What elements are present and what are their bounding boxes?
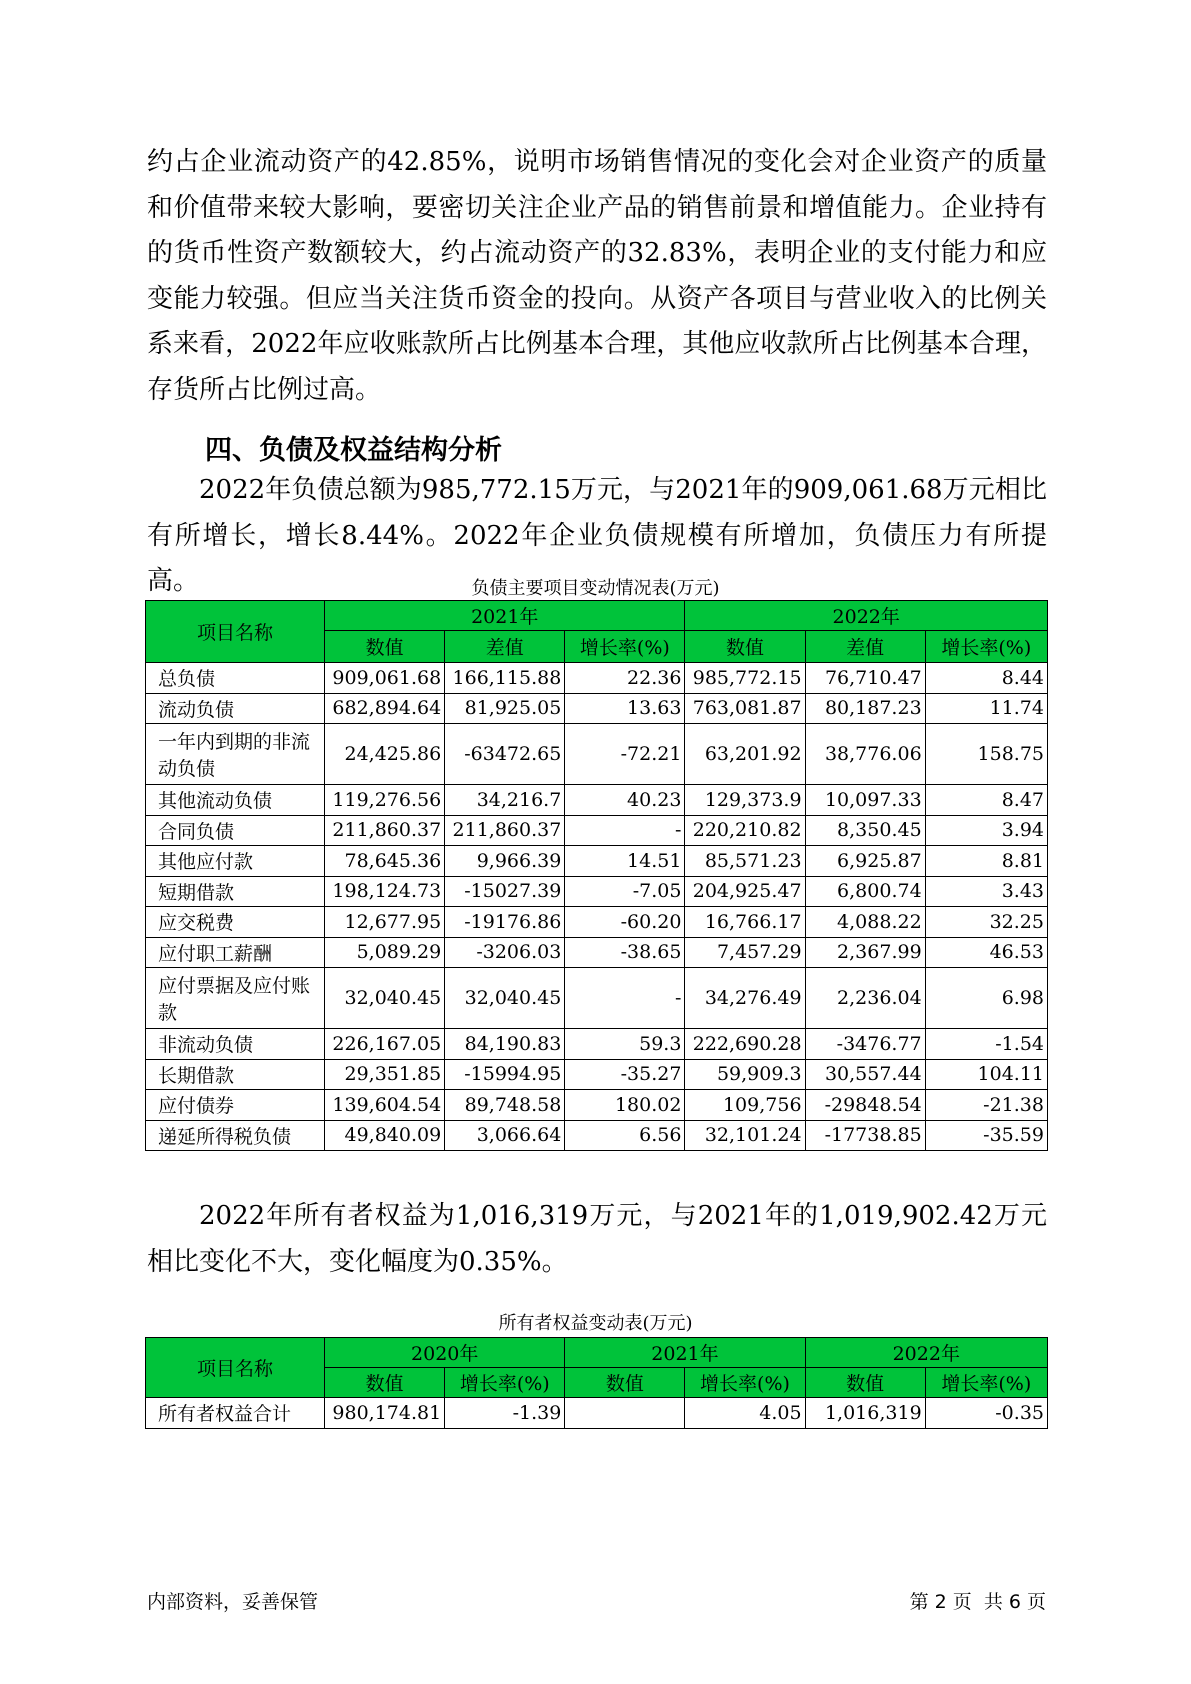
- row-label: 长期借款: [146, 1059, 325, 1090]
- debt-sub-header: 增长率(%): [925, 631, 1047, 663]
- table-cell: 14.51: [565, 846, 685, 877]
- table-cell: 4.05: [685, 1398, 805, 1429]
- table-cell: 220,210.82: [685, 815, 805, 846]
- table-cell: -3206.03: [445, 937, 565, 968]
- table-row: [146, 876, 1048, 907]
- equity-sub-header: 数值: [805, 1368, 925, 1398]
- debt-sub-header: 差值: [805, 631, 925, 663]
- table-cell: -35.27: [565, 1059, 685, 1090]
- table-cell: 8,350.45: [805, 815, 925, 846]
- table-row: [146, 815, 1048, 846]
- table-cell: 85,571.23: [685, 846, 805, 877]
- table-cell: -38.65: [565, 937, 685, 968]
- table-cell: 32,101.24: [685, 1120, 805, 1151]
- body-paragraph-3: 2022年所有者权益为1,016,319万元，与2021年的1,019,902.42万元相比变化不大，变化幅度为0.35%。: [147, 1201, 1047, 1277]
- table-cell: 985,772.15: [685, 663, 805, 694]
- equity-sub-header: 数值: [325, 1368, 445, 1398]
- table-row: [146, 968, 1048, 1029]
- equity-table: [145, 1337, 1048, 1429]
- table-cell: -7.05: [565, 876, 685, 907]
- table-cell: 32.25: [925, 907, 1047, 938]
- table-cell: -15027.39: [445, 876, 565, 907]
- table-row: [146, 1029, 1048, 1060]
- table-cell: -15994.95: [445, 1059, 565, 1090]
- table-cell: 40.23: [565, 785, 685, 816]
- section-heading: 四、负债及权益结构分析: [205, 435, 502, 466]
- table-cell: [565, 1398, 685, 1429]
- body-paragraph-1: 约占企业流动资产的42.85%，说明市场销售情况的变化会对企业资产的质量和价值带来较大影响，要密切关注企业产品的销售前景和增值能力。企业持有的货币性资产数额较大，约占流动资产的32.83%，表明企业的支付能力和应变能力较强。但应当关注货币资金的投向。从资产各项目与营业收入的比例关系来看，2022年应收账款所占比例基本合理，其他应收款所占比例基本合理，存货所占比例过高。: [147, 147, 1047, 405]
- table-cell: 158.75: [925, 724, 1047, 785]
- footer-confidential-note: 内部资料，妥善保管: [147, 1591, 319, 1613]
- debt-year-header-2021: 2021年: [325, 601, 685, 631]
- equity-year-header-2022: 2022年: [805, 1338, 1047, 1368]
- table-cell: 8.47: [925, 785, 1047, 816]
- table-cell: 6.56: [565, 1120, 685, 1151]
- debt-sub-header: 增长率(%): [565, 631, 685, 663]
- table-cell: 59.3: [565, 1029, 685, 1060]
- table-cell: 12,677.95: [325, 907, 445, 938]
- debt-sub-header: 差值: [445, 631, 565, 663]
- table-cell: 49,840.09: [325, 1120, 445, 1151]
- table-cell: 34,276.49: [685, 968, 805, 1029]
- table-cell: 84,190.83: [445, 1029, 565, 1060]
- table-row: [146, 663, 1048, 694]
- row-label: 所有者权益合计: [146, 1398, 325, 1429]
- equity-year-header-2021: 2021年: [565, 1338, 805, 1368]
- table-cell: 980,174.81: [325, 1398, 445, 1429]
- row-label: 其他应付款: [146, 846, 325, 877]
- table-cell: 4,088.22: [805, 907, 925, 938]
- table-cell: -29848.54: [805, 1090, 925, 1121]
- equity-sub-header: 增长率(%): [685, 1368, 805, 1398]
- row-label: 应交税费: [146, 907, 325, 938]
- row-label: 非流动负债: [146, 1029, 325, 1060]
- table-cell: -35.59: [925, 1120, 1047, 1151]
- equity-year-header-2020: 2020年: [325, 1338, 565, 1368]
- debt-sub-header: 数值: [685, 631, 805, 663]
- equity-sub-header: 增长率(%): [445, 1368, 565, 1398]
- table-cell: -: [565, 815, 685, 846]
- table-cell: 7,457.29: [685, 937, 805, 968]
- debt-table: [145, 600, 1048, 1151]
- table-cell: 226,167.05: [325, 1029, 445, 1060]
- table-cell: -60.20: [565, 907, 685, 938]
- table-cell: 32,040.45: [445, 968, 565, 1029]
- table-cell: 104.11: [925, 1059, 1047, 1090]
- table-cell: -72.21: [565, 724, 685, 785]
- table-cell: 204,925.47: [685, 876, 805, 907]
- table-cell: 13.63: [565, 693, 685, 724]
- table-cell: 46.53: [925, 937, 1047, 968]
- table-cell: -1.39: [445, 1398, 565, 1429]
- table-cell: 29,351.85: [325, 1059, 445, 1090]
- table-row: [146, 1120, 1048, 1151]
- table-cell: 211,860.37: [445, 815, 565, 846]
- row-label: 应付职工薪酬: [146, 937, 325, 968]
- equity-sub-header: 数值: [565, 1368, 685, 1398]
- table-cell: 6,925.87: [805, 846, 925, 877]
- table-cell: 2,367.99: [805, 937, 925, 968]
- table-cell: 198,124.73: [325, 876, 445, 907]
- table-cell: 76,710.47: [805, 663, 925, 694]
- table-cell: -17738.85: [805, 1120, 925, 1151]
- row-label: 短期借款: [146, 876, 325, 907]
- table-cell: -63472.65: [445, 724, 565, 785]
- table-cell: -19176.86: [445, 907, 565, 938]
- table-cell: 9,966.39: [445, 846, 565, 877]
- table-cell: 682,894.64: [325, 693, 445, 724]
- table-cell: 11.74: [925, 693, 1047, 724]
- table-cell: 80,187.23: [805, 693, 925, 724]
- row-label: 流动负债: [146, 693, 325, 724]
- table-cell: 139,604.54: [325, 1090, 445, 1121]
- table-cell: 78,645.36: [325, 846, 445, 877]
- table-cell: 24,425.86: [325, 724, 445, 785]
- row-label: 其他流动负债: [146, 785, 325, 816]
- table-cell: 8.44: [925, 663, 1047, 694]
- debt-table-caption: 负债主要项目变动情况表(万元): [471, 578, 720, 599]
- table-cell: 8.81: [925, 846, 1047, 877]
- table-cell: -21.38: [925, 1090, 1047, 1121]
- table-row: [146, 907, 1048, 938]
- table-cell: 211,860.37: [325, 815, 445, 846]
- debt-sub-header: 数值: [325, 631, 445, 663]
- table-cell: 909,061.68: [325, 663, 445, 694]
- table-cell: 763,081.87: [685, 693, 805, 724]
- table-row: [146, 846, 1048, 877]
- table-row: [146, 1090, 1048, 1121]
- table-cell: 5,089.29: [325, 937, 445, 968]
- table-row: [146, 937, 1048, 968]
- table-cell: 34,216.7: [445, 785, 565, 816]
- table-cell: -1.54: [925, 1029, 1047, 1060]
- table-cell: 6.98: [925, 968, 1047, 1029]
- table-cell: 3.43: [925, 876, 1047, 907]
- table-cell: -0.35: [925, 1398, 1047, 1429]
- table-row: [146, 724, 1048, 785]
- equity-table-caption: 所有者权益变动表(万元): [498, 1313, 693, 1334]
- table-cell: 81,925.05: [445, 693, 565, 724]
- table-cell: 3,066.64: [445, 1120, 565, 1151]
- table-cell: 180.02: [565, 1090, 685, 1121]
- row-label: 总负债: [146, 663, 325, 694]
- row-label: 应付票据及应付账款: [146, 968, 325, 1029]
- row-label: 一年内到期的非流动负债: [146, 724, 325, 785]
- footer-page-number: 第 2 页 共 6 页: [909, 1591, 1046, 1613]
- table-cell: 32,040.45: [325, 968, 445, 1029]
- table-cell: 22.36: [565, 663, 685, 694]
- row-label: 递延所得税负债: [146, 1120, 325, 1151]
- table-cell: 129,373.9: [685, 785, 805, 816]
- table-cell: 16,766.17: [685, 907, 805, 938]
- table-row: [146, 1398, 1048, 1429]
- table-cell: 166,115.88: [445, 663, 565, 694]
- table-row: [146, 693, 1048, 724]
- equity-name-header: 项目名称: [146, 1338, 325, 1398]
- table-cell: 30,557.44: [805, 1059, 925, 1090]
- table-cell: 89,748.58: [445, 1090, 565, 1121]
- equity-sub-header: 增长率(%): [925, 1368, 1047, 1398]
- body-paragraph-2: 2022年负债总额为985,772.15万元，与2021年的909,061.68万元相比有所增长，增长8.44%。2022年企业负债规模有所增加，负债压力有所提高。: [147, 475, 1047, 596]
- table-cell: 10,097.33: [805, 785, 925, 816]
- table-cell: 2,236.04: [805, 968, 925, 1029]
- table-cell: 222,690.28: [685, 1029, 805, 1060]
- table-cell: -3476.77: [805, 1029, 925, 1060]
- table-cell: 59,909.3: [685, 1059, 805, 1090]
- table-cell: 6,800.74: [805, 876, 925, 907]
- table-cell: 1,016,319: [805, 1398, 925, 1429]
- debt-year-header-2022: 2022年: [685, 601, 1048, 631]
- table-cell: -: [565, 968, 685, 1029]
- table-cell: 63,201.92: [685, 724, 805, 785]
- row-label: 合同负债: [146, 815, 325, 846]
- debt-name-header: 项目名称: [146, 601, 325, 663]
- table-cell: 3.94: [925, 815, 1047, 846]
- row-label: 应付债券: [146, 1090, 325, 1121]
- table-cell: 38,776.06: [805, 724, 925, 785]
- table-cell: 109,756: [685, 1090, 805, 1121]
- table-cell: 119,276.56: [325, 785, 445, 816]
- table-row: [146, 785, 1048, 816]
- table-row: [146, 1059, 1048, 1090]
